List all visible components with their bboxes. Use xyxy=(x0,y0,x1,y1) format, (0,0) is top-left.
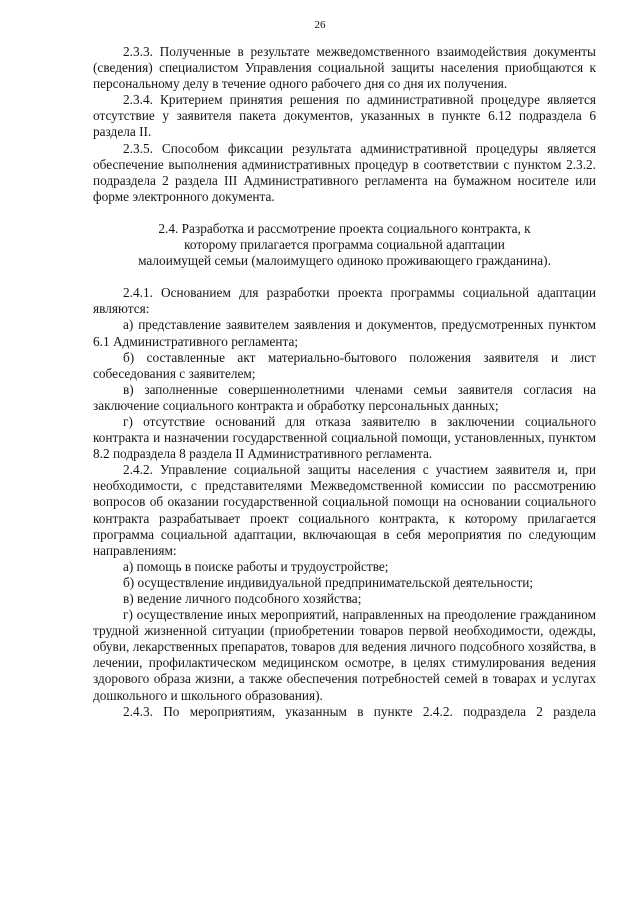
document-body xyxy=(93,44,596,720)
paragraph-2-3-5: 2.3.5. Способом фиксации результата административной процедуры является обеспечение выполнения административных процедур в соответствии с пунктом 2.3.2. подраздела 2 раздела III Административного регламента на бумажном носителе или форме электронного документа. xyxy=(93,140,596,204)
paragraph-2-4-2: 2.4.2. Управление социальной защиты населения с участием заявителя и, при необходимости, с представителями Межведомственной комиссии по рассмотрению вопросов об оказании государственной социальной помощи на основании социального контракта разрабатывает проект социального контракта, к которому прилагается программа социальной адаптации, включающая в себя мероприятия по следующим направлениям: xyxy=(93,462,596,558)
direction-item-b: б) осуществление индивидуальной предпринимательской деятельности; xyxy=(123,574,534,590)
section-heading-2-4 xyxy=(93,221,596,269)
section-heading-line: малоимущей семьи (малоимущего одиноко проживающего гражданина). xyxy=(138,253,551,269)
list-item-b: б) составленные акт материально-бытового положения заявителя и лист собеседования с заявителем; xyxy=(93,349,596,381)
direction-item-g: г) осуществление иных мероприятий, направленных на преодоление гражданином трудной жизненной ситуации (приобретении товаров первой необходимости, одежды, обуви, лекарственных препаратов, товаров для ведения личного подсобного хозяйства, в лечении, профилактическом медицинском осмотре, в целях стимулирования ведения здорового образа жизни, а также обеспечения потребностей семей в товарах и услугах дошкольного и школьного образования). xyxy=(93,607,596,703)
section-heading-line: которому прилагается программа социальной адаптации xyxy=(184,237,505,253)
list-item-a: а) представление заявителем заявления и документов, предусмотренных пунктом 6.1 Административного регламента; xyxy=(93,317,596,349)
page-number: 26 xyxy=(314,19,326,31)
paragraph-2-4-1: 2.4.1. Основанием для разработки проекта программы социальной адаптации являются: xyxy=(93,285,596,317)
paragraph-2-3-3: 2.3.3. Полученные в результате межведомственного взаимодействия документы (сведения) специалистом Управления социальной защиты населения приобщаются к персональному делу в течение одного рабочего дня со дня их получения. xyxy=(93,44,596,92)
paragraph-2-4-3: 2.4.3. По мероприятиям, указанным в пункте 2.4.2. подраздела 2 раздела xyxy=(123,703,596,719)
list-item-v: в) заполненные совершеннолетними членами семьи заявителя согласия на заключение социального контракта и обработку персональных данных; xyxy=(93,381,596,413)
direction-item-a: а) помощь в поиске работы и трудоустройстве; xyxy=(123,558,389,574)
direction-item-v: в) ведение личного подсобного хозяйства; xyxy=(123,591,362,606)
section-heading-line: 2.4. Разработка и рассмотрение проекта социального контракта, к xyxy=(158,220,531,236)
list-item-g: г) отсутствие оснований для отказа заявителю в заключении социального контракта и назначении государственной социальной помощи, установленных, пунктом 8.2 подраздела 8 раздела II Административного регламента. xyxy=(93,413,596,462)
paragraph-2-3-4: 2.3.4. Критерием принятия решения по административной процедуре является отсутствие у заявителя пакета документов, указанных в пункте 6.12 подраздела 6 раздела II. xyxy=(93,92,596,140)
